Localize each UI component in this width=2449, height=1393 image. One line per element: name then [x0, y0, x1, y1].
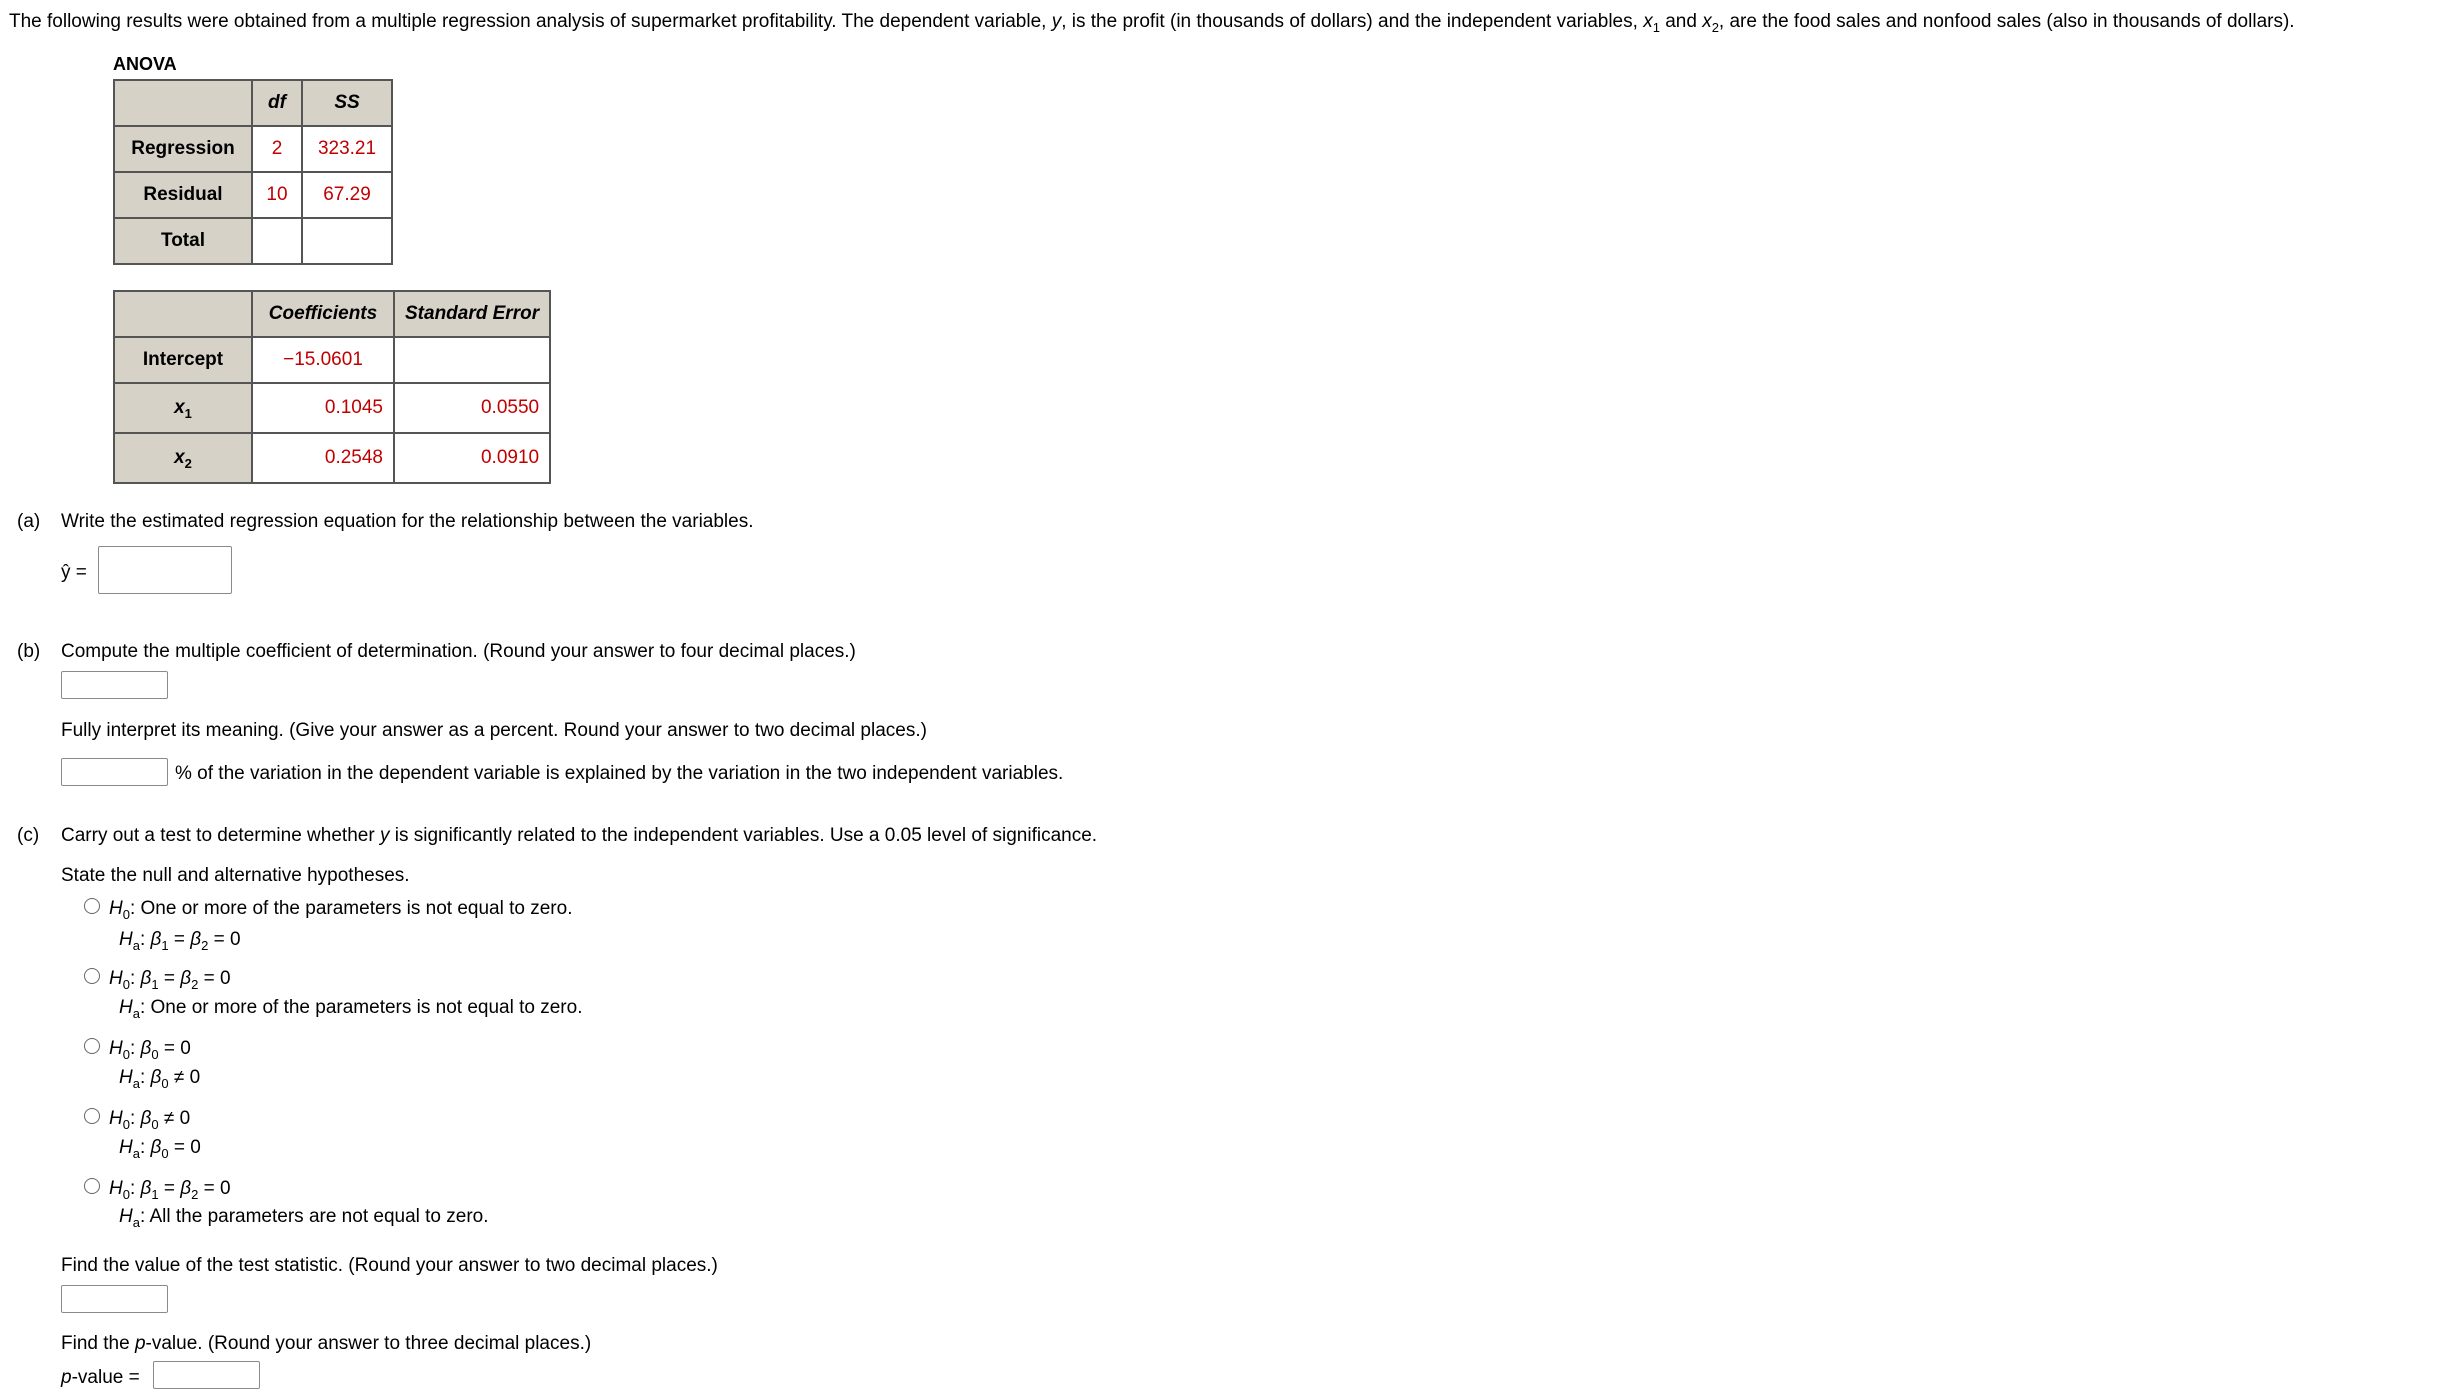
anova-df [252, 218, 302, 264]
test-statistic-input[interactable] [61, 1285, 168, 1313]
coef-row-label: Intercept [114, 337, 252, 383]
r-squared-input[interactable] [61, 671, 168, 699]
coef-value: 0.2548 [252, 433, 394, 483]
coef-header-coefficients: Coefficients [252, 291, 394, 337]
option-2-ha: $H_a$: One or more of the parameters is not equal to zero. [119, 997, 583, 1021]
option-5-h0: $H_0$: $\beta_1 = \beta_2 = 0$ [109, 1178, 231, 1202]
option-4-ha: $H_a$: $\beta_0 = 0$ [119, 1137, 201, 1161]
anova-header-df: df [252, 80, 302, 126]
hypothesis-option-5-radio[interactable] [84, 1178, 100, 1194]
anova-ss [302, 218, 392, 264]
part-a-question: Write the estimated regression equation for the relationship between the variables. [61, 511, 754, 532]
hypothesis-option-1-radio[interactable] [84, 898, 100, 914]
anova-header-ss: SS [302, 80, 392, 126]
part-a-tag: (a) [17, 511, 41, 532]
anova-label: ANOVA [113, 54, 177, 74]
pvalue-label: p-value = [61, 1367, 140, 1388]
anova-row-label: Total [114, 218, 252, 264]
part-c-question: Carry out a test to determine whether y is significantly related to the independent variables. Use a 0.05 level of significance. [61, 825, 1098, 846]
part-b-tag: (b) [17, 641, 41, 662]
option-2-h0: $H_0$: $\beta_1 = \beta_2 = 0$ [109, 968, 231, 992]
percent-suffix: % of the variation in the dependent variable is explained by the variation in the two independent variables. [175, 763, 1064, 784]
coef-value: −15.0601 [252, 337, 394, 383]
option-3-h0: $H_0$: $\beta_0 = 0$ [109, 1038, 191, 1062]
hypothesis-option-4-radio[interactable] [84, 1108, 100, 1124]
coef-row-x2 [114, 433, 550, 483]
test-statistic-question: Find the value of the test statistic. (Round your answer to two decimal places.) [61, 1255, 718, 1276]
anova-corner [114, 80, 252, 126]
percent-input[interactable] [61, 758, 168, 786]
option-3-ha: $H_a$: $\beta_0 \ne 0$ [119, 1067, 201, 1091]
anova-header-row [114, 80, 392, 126]
problem-intro: The following results were obtained from a multiple regression analysis of supermarket profitability. The dependent variable, y, is the profit (in thousands of dollars) and the independent variables, $x_1$ and $x_2$, are the food sales and nonfood sales (also in thousands of dollars). [9, 11, 2295, 35]
coefficients-table [113, 290, 551, 484]
state-hypotheses: State the null and alternative hypotheses. [61, 865, 410, 886]
pvalue-input[interactable] [153, 1361, 260, 1389]
part-b-interpret: Fully interpret its meaning. (Give your answer as a percent. Round your answer to two decimal places.) [61, 720, 927, 741]
option-4-h0: $H_0$: $\beta_0 \ne 0$ [109, 1108, 191, 1132]
anova-ss: 67.29 [302, 172, 392, 218]
anova-table [113, 79, 393, 265]
anova-row-label: Regression [114, 126, 252, 172]
coef-row-x1 [114, 383, 550, 433]
coef-row-label: $x_1$ [114, 383, 252, 433]
anova-df: 2 [252, 126, 302, 172]
part-c-tag: (c) [17, 825, 40, 846]
coef-value: 0.1045 [252, 383, 394, 433]
part-b-question: Compute the multiple coefficient of determination. (Round your answer to four decimal places.) [61, 641, 856, 662]
anova-row-regression [114, 126, 392, 172]
anova-row-total [114, 218, 392, 264]
coef-se: 0.0550 [394, 383, 550, 433]
anova-row-residual [114, 172, 392, 218]
anova-df: 10 [252, 172, 302, 218]
option-1-h0: $H_0$: One or more of the parameters is not equal to zero. [109, 898, 573, 922]
anova-row-label: Residual [114, 172, 252, 218]
yhat-label: ŷ = [61, 562, 87, 583]
coef-header-row [114, 291, 550, 337]
option-5-ha: $H_a$: All the parameters are not equal to zero. [119, 1206, 489, 1230]
pvalue-question: Find the p-value. (Round your answer to three decimal places.) [61, 1333, 592, 1354]
coef-corner [114, 291, 252, 337]
anova-ss: 323.21 [302, 126, 392, 172]
hypothesis-option-2-radio[interactable] [84, 968, 100, 984]
coef-se [394, 337, 550, 383]
coef-header-se: Standard Error [394, 291, 550, 337]
hypothesis-option-3-radio[interactable] [84, 1038, 100, 1054]
option-1-ha: $H_a$: $\beta_1 = \beta_2 = 0$ [119, 929, 241, 953]
coef-row-label: $x_2$ [114, 433, 252, 483]
coef-se: 0.0910 [394, 433, 550, 483]
coef-row-intercept [114, 337, 550, 383]
regression-equation-input[interactable] [98, 546, 232, 594]
